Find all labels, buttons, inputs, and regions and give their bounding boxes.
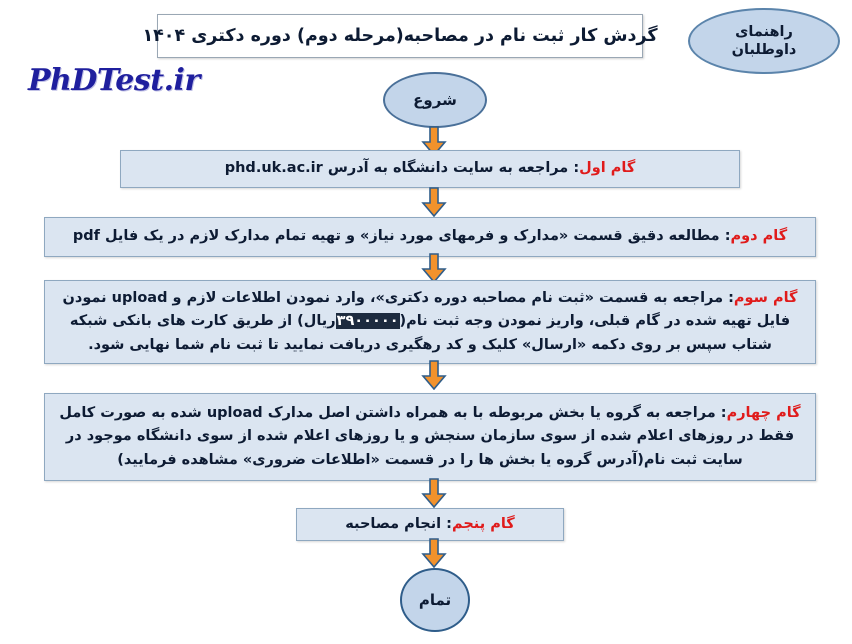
flow-step-1-text <box>225 157 636 180</box>
flow-step-2-text <box>73 225 787 248</box>
flow-arrow-6 <box>421 538 447 568</box>
flow-step-2-body: مطالعه دقیق قسمت «مدارک و فرمهای مورد نیاز» و تهیه تمام مدارک لازم در یک فایل pdf <box>72 228 720 245</box>
flow-end-label: تمام <box>418 591 452 609</box>
flow-step-3-label: گام سوم <box>733 289 798 306</box>
registration-fee-amount: ۳۹۰۰۰۰۰ <box>336 313 399 330</box>
flow-step-3-body-part2: ریال) از طریق کارت های بانکی شبکه شتاب سپس بر روی دکمه «ارسال» کلیک و کد رهگیری دریافت نمایید تا ثبت نام شما نهایی شود. <box>69 313 772 353</box>
flow-end-node <box>400 568 470 632</box>
guide-label-line1: راهنمای <box>735 23 793 40</box>
flow-step-5 <box>296 508 564 541</box>
flow-step-3 <box>44 280 816 364</box>
diagram-title-box <box>142 14 658 58</box>
flow-step-5-text <box>345 513 514 536</box>
applicant-guide-badge <box>688 8 840 74</box>
site-logo: PhDTest.ir <box>28 63 200 98</box>
flow-step-4-text <box>55 402 805 472</box>
flow-step-3-separator: : <box>723 289 734 306</box>
flow-step-4-body: مراجعه به گروه یا بخش مربوطه با به همراه داشتن اصل مدارک upload شده به صورت کامل فقط در روزهای اعلام شده از سوی سازمان سنجش و یا روزهای اعلام شده از سوی دانشگاه موجود در سایت ثبت نام(آدرس گروه یا بخش ها را در قسمت «اطلاعات ضروری» مشاهده فرمایید) <box>59 404 795 468</box>
flow-step-1-body: مراجعه به سایت دانشگاه به آدرس phd.uk.ac.ir <box>224 160 569 177</box>
flow-start-node <box>383 72 487 128</box>
flow-step-5-label: گام پنجم <box>451 515 515 532</box>
flow-arrow-2 <box>421 187 447 217</box>
flow-arrow-4 <box>421 360 447 390</box>
flow-step-1 <box>120 150 740 188</box>
flow-step-2-separator: : <box>719 228 731 245</box>
flow-step-1-label: گام اول <box>579 160 636 177</box>
flow-step-2 <box>44 217 816 257</box>
flow-step-3-body-part1: مراجعه به قسمت «ثبت نام مصاحبه دوره دکتری»، وارد نمودن اطلاعات لازم و upload نمودن فایل تهیه شده در گام قبلی، واریز نمودن وجه ثبت نام( <box>62 289 791 330</box>
flow-step-2-label: گام دوم <box>730 228 788 245</box>
flow-start-label: شروع <box>413 91 457 109</box>
flow-step-4-separator: : <box>715 404 727 421</box>
page-title: گردش کار ثبت نام در مصاحبه(مرحله دوم) دوره دکتری ۱۴۰۴ <box>142 26 658 46</box>
flow-step-4-label: گام چهارم <box>726 404 801 421</box>
flow-step-1-separator: : <box>568 160 580 177</box>
flow-arrow-5 <box>421 478 447 508</box>
flow-step-3-text <box>55 287 805 357</box>
flow-step-4 <box>44 393 816 481</box>
guide-label-line2: داوطلبان <box>731 42 797 58</box>
flow-step-5-body: انجام مصاحبه <box>345 515 442 532</box>
flow-step-5-separator: : <box>441 515 452 532</box>
flow-arrow-3 <box>421 253 447 283</box>
